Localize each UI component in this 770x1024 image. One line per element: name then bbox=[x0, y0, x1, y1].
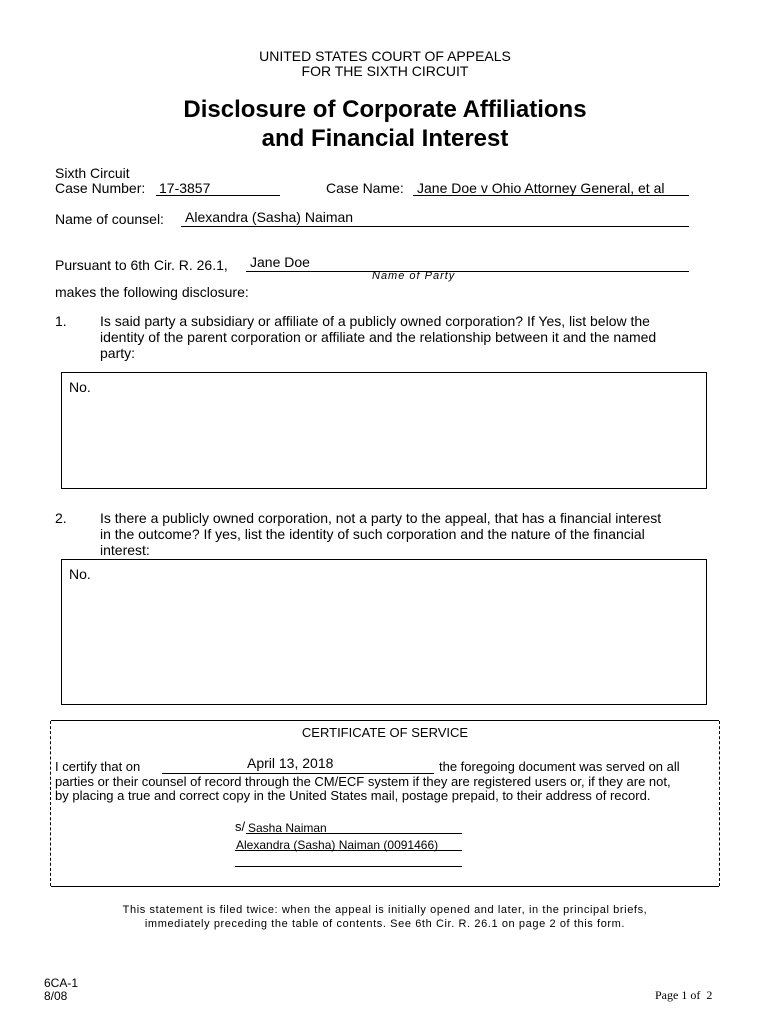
cert-left-border bbox=[50, 721, 51, 886]
party-name-value: Jane Doe bbox=[250, 254, 310, 270]
counsel-field[interactable] bbox=[181, 226, 689, 227]
circuit-label: Sixth Circuit bbox=[55, 165, 130, 181]
form-title-line1: Disclosure of Corporate Affiliations bbox=[183, 96, 587, 123]
question-2-answer: No. bbox=[69, 566, 91, 582]
question-1-text: Is said party a subsidiary or affiliate of a publicly owned corporation? If Yes, list below the identity of the parent corporation or affiliate and the relationship between it and the named party: bbox=[100, 313, 657, 361]
case-number-value: 17-3857 bbox=[159, 180, 211, 196]
court-name-line2: FOR THE SIXTH CIRCUIT bbox=[301, 63, 469, 79]
question-2-answer-box[interactable] bbox=[61, 559, 707, 705]
case-name-label: Case Name: bbox=[326, 180, 404, 196]
footnote-line1: This statement is filed twice: when the appeal is initially opened and later, in the principal briefs, bbox=[122, 904, 648, 916]
counsel-value: Alexandra (Sasha) Naiman bbox=[185, 209, 354, 225]
disclosure-label: makes the following disclosure: bbox=[55, 284, 249, 300]
case-name-value: Jane Doe v Ohio Attorney General, et al bbox=[417, 180, 665, 196]
certificate-of-service-box bbox=[51, 720, 719, 887]
page-number: Page 1 of 2 bbox=[655, 988, 713, 1002]
extra-signature-line bbox=[235, 866, 462, 867]
service-date-value: April 13, 2018 bbox=[247, 755, 334, 771]
signature-prefix: s/ bbox=[235, 819, 246, 834]
cert-right-border bbox=[719, 721, 720, 886]
question-1-answer-box[interactable] bbox=[61, 372, 707, 489]
party-name-field[interactable] bbox=[246, 271, 689, 272]
pursuant-label: Pursuant to 6th Cir. R. 26.1, bbox=[55, 257, 228, 273]
question-1-number: 1. bbox=[55, 313, 67, 329]
cert-text-line3: by placing a true and correct copy in the United States mail, postage prepaid, to their address of record. bbox=[55, 788, 651, 803]
party-name-caption: Name of Party bbox=[372, 270, 456, 282]
question-2-text: Is there a publicly owned corporation, not a party to the appeal, that has a financial interest in the outcome? If yes, list the identity of such corporation and the nature of the financial interest: bbox=[100, 510, 662, 558]
form-number: 6CA-1 bbox=[44, 976, 79, 990]
footnote-line2: immediately preceding the table of contents. See 6th Cir. R. 26.1 on page 2 of this form. bbox=[144, 918, 626, 930]
certificate-title: CERTIFICATE OF SERVICE bbox=[301, 725, 469, 740]
form-title-line2: and Financial Interest bbox=[261, 125, 509, 152]
cert-text-line2: parties or their counsel of record through the CM/ECF system if they are registered users or, if they are not, bbox=[55, 774, 671, 789]
signature-value: Sasha Naiman bbox=[248, 821, 327, 835]
form-date: 8/08 bbox=[44, 989, 68, 1003]
court-name-line1: UNITED STATES COURT OF APPEALS bbox=[259, 48, 511, 64]
signer-name: Alexandra (Sasha) Naiman (0091466) bbox=[236, 838, 439, 852]
certify-label: I certify that on bbox=[55, 759, 141, 774]
counsel-label: Name of counsel: bbox=[55, 211, 164, 227]
question-1-answer: No. bbox=[69, 379, 91, 395]
served-text: the foregoing document was served on all bbox=[439, 759, 680, 774]
case-number-label: Case Number: bbox=[55, 180, 146, 196]
question-2-number: 2. bbox=[55, 510, 67, 526]
